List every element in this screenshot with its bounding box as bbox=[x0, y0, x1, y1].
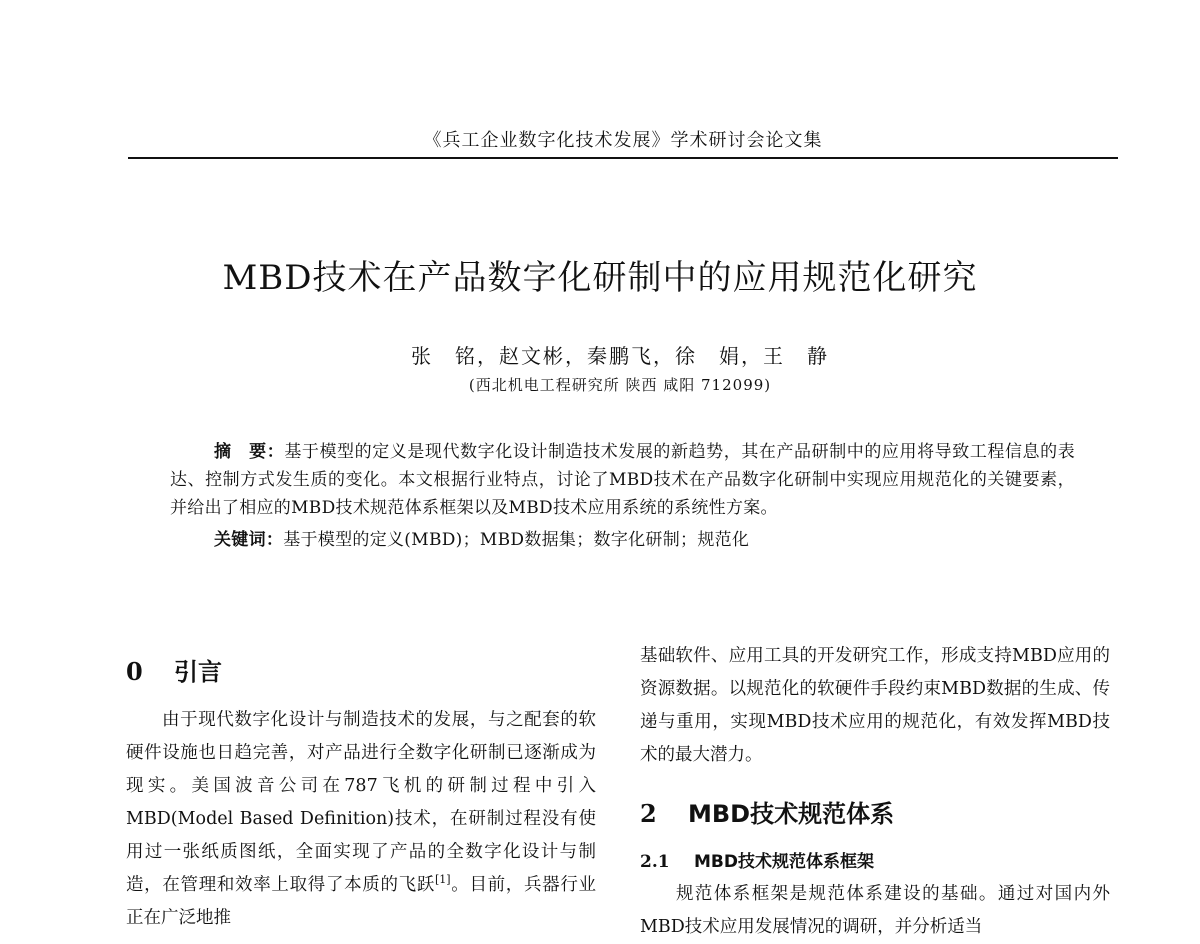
abstract-paragraph bbox=[170, 438, 1075, 522]
keywords-text: 基于模型的定义(MBD)；MBD数据集；数字化研制；规范化 bbox=[283, 530, 750, 550]
section-2-title: MBD技术规范体系 bbox=[688, 800, 895, 828]
running-header: 《兵工企业数字化技术发展》学术研讨会论文集 bbox=[423, 130, 823, 151]
section-2-1-number: 2.1 bbox=[640, 852, 670, 872]
section-2-number: 2 bbox=[640, 799, 657, 828]
paper-title: MBD技术在产品数字化研制中的应用规范化研究 bbox=[222, 258, 978, 298]
abstract-label: 摘 要： bbox=[214, 442, 285, 462]
keywords-label: 关键词： bbox=[214, 530, 284, 550]
abstract-block bbox=[170, 438, 1075, 554]
keywords-line bbox=[170, 526, 1075, 554]
section-0-title: 引言 bbox=[174, 658, 222, 686]
continued-paragraph: 基础软件、应用工具的开发研究工作，形成支持MBD应用的资源数据。以规范化的软硬件手段约束MBD数据的生成、传递与重用，实现MBD技术应用的规范化，有效发挥MBD技术的最大潜力。 bbox=[640, 646, 1110, 765]
intro-text-end: 。目前，兵器行业正在广泛地推 bbox=[126, 875, 597, 928]
section-0-number: 0 bbox=[126, 657, 143, 686]
section-2-heading bbox=[640, 794, 1110, 834]
intro-paragraph bbox=[126, 704, 596, 935]
intro-text: 由于现代数字化设计与制造技术的发展，与之配套的软硬件设施也日趋完善，对产品进行全数字化研制已逐渐成为现实。美国波音公司在787飞机的研制过程中引入MBD(Model Based Definition)技术，在研制过程没有使用过一张纸质图纸，全面实现了产品的全数字化设计与制造，在管理和效率上取得了本质的飞跃 bbox=[126, 710, 596, 895]
section-2-1-paragraph: 规范体系框架是规范体系建设的基础。通过对国内外MBD技术应用发展情况的调研，并分析适当 bbox=[640, 884, 1110, 937]
section-2-1-title: MBD技术规范体系框架 bbox=[694, 852, 874, 872]
section-2-1-heading bbox=[640, 846, 1110, 878]
author-affiliation: (西北机电工程研究所 陕西 咸阳 712099) bbox=[468, 376, 772, 394]
right-column bbox=[640, 640, 1110, 944]
left-column bbox=[126, 640, 596, 935]
abstract-text: 基于模型的定义是现代数字化设计制造技术发展的新趋势，其在产品研制中的应用将导致工程信息的表达、控制方式发生质的变化。本文根据行业特点，讨论了MBD技术在产品数字化研制中实现应用规范化的关键要素，并给出了相应的MBD技术规范体系框架以及MBD技术应用系统的系统性方案。 bbox=[170, 442, 1075, 518]
citation-ref[interactable]: [1] bbox=[435, 873, 451, 887]
section-0-heading bbox=[126, 652, 596, 692]
author-list: 张 铭，赵文彬，秦鹏飞，徐 娟，王 静 bbox=[411, 344, 829, 368]
header-rule bbox=[128, 157, 1118, 159]
